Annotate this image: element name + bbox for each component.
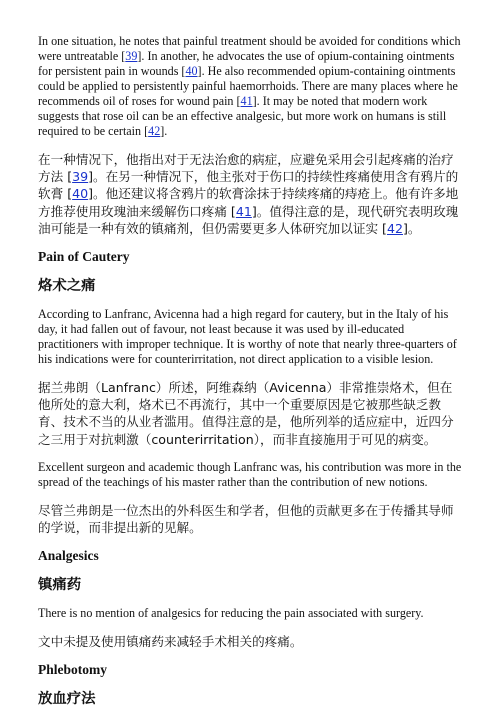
heading-phlebotomy: Phlebotomy xyxy=(38,662,107,678)
heading-pain-of-cautery: Pain of Cautery xyxy=(38,249,130,265)
text-span: ]. In another, he advocates the use of opium-containing ointments for persistent pain in wounds [ xyxy=(38,49,455,78)
paragraph-cautery-zh: 据兰弗朗（Lanfranc）所述，阿维森纳（Avicenna）非常推崇烙术，但在他所处的意大利，烙术已不再流行，其中一个重要原因是它被那些缺乏教育、技术不当的从业者滥用。值得注意的是，他所列举的适应症中，近四分之三用于对抗刺激（counterirritation），而非直接施用于可见的病变。 xyxy=(38,380,454,447)
citation-link-42[interactable]: 42 xyxy=(386,220,403,236)
citation-link-42[interactable]: 42 xyxy=(148,124,161,138)
text-span: In one situation, he notes that painful treatment should be avoided for conditions which were untreatable [ xyxy=(38,34,461,63)
paragraph-cautery-en: According to Lanfranc, Avicenna had a high regard for cautery, but in the Italy of his day, it had fallen out of favour, not least because it was used by ill-educated practitioners with improper technique. It is worthy of note that nearly three-quarters of his indications were for counterirritation, not direct application to a visible lesion. xyxy=(38,307,457,367)
heading-phlebotomy-zh: 放血疗法 xyxy=(38,691,96,708)
text-span: ]。 xyxy=(402,220,421,236)
text-span: ]。值得注意的是，现代研究表明玫瑰油可能是一种有效的镇痛剂，但仍需要更多人体研究加以证实 [ xyxy=(38,203,459,236)
text-span: ]. xyxy=(160,124,168,138)
citation-link-40[interactable]: 40 xyxy=(72,186,89,202)
citation-link-39[interactable]: 39 xyxy=(125,49,138,63)
paragraph-lanfranc-zh: 尽管兰弗朗是一位杰出的外科医生和学者，但他的贡献更多在于传播其导师的学说，而非提出新的见解。 xyxy=(38,502,454,536)
paragraph-lanfranc-en: Excellent surgeon and academic though Lanfranc was, his contribution was more in the spread of the teachings of his master rather than the contribution of new notions. xyxy=(38,459,462,489)
citation-link-39[interactable]: 39 xyxy=(72,169,89,185)
heading-analgesics-zh: 镇痛药 xyxy=(38,577,82,594)
text-span: ]. It may be noted that modern work suggests that rose oil can be an effective analgesic, but more work on humans is still required to be certain [ xyxy=(38,94,447,138)
heading-pain-of-cautery-zh: 烙术之痛 xyxy=(38,278,96,295)
citation-link-41[interactable]: 41 xyxy=(240,94,253,108)
text-span: 在一种情况下，他指出对于无法治愈的病症，应避免采用会引起疼痛的治疗方法 [ xyxy=(38,152,454,185)
paragraph-analgesics-zh: 文中未提及使用镇痛药来减轻手术相关的疼痛。 xyxy=(38,634,303,650)
citation-link-41[interactable]: 41 xyxy=(235,203,252,219)
text-span: ]。在另一种情况下，他主张对于伤口的持续性疼痛使用含有鸦片的软膏 [ xyxy=(38,169,459,202)
paragraph-treatment-en xyxy=(38,34,462,139)
text-span: ]. He also recommended opium-containing ointments could be applied to persistently painful haemorrhoids. There are many places where he recommends oil of roses for wound pain [ xyxy=(38,64,458,108)
text-span: ]。他还建议将含鸦片的软膏涂抹于持续疼痛的痔疮上。他有许多地方推荐使用玫瑰油来缓解伤口疼痛 [ xyxy=(38,186,459,219)
paragraph-treatment-zh xyxy=(38,151,462,237)
citation-link-40[interactable]: 40 xyxy=(185,64,198,78)
paragraph-analgesics-en: There is no mention of analgesics for reducing the pain associated with surgery. xyxy=(38,606,424,621)
heading-analgesics: Analgesics xyxy=(38,548,99,564)
